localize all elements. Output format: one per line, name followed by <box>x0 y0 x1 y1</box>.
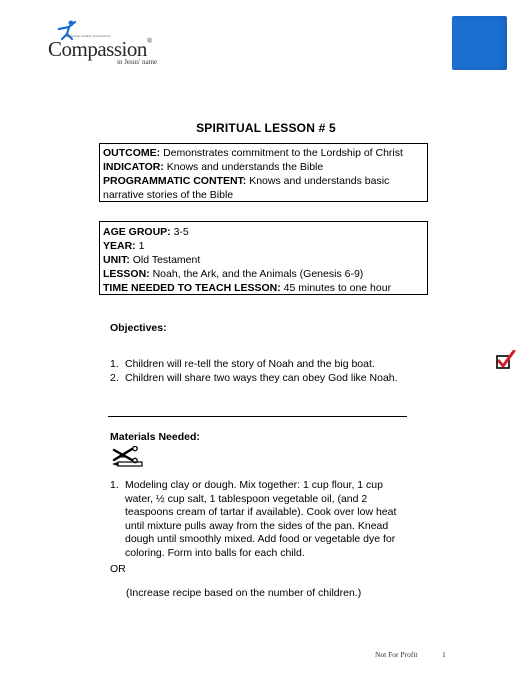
footer-text: Not For Profit <box>375 650 418 659</box>
materials-heading: Materials Needed: <box>110 431 200 443</box>
age-group-line: AGE GROUP: 3-5 <box>103 226 189 238</box>
blue-corner-block <box>452 16 507 70</box>
outcome-box <box>99 143 428 202</box>
time-line: TIME NEEDED TO TEACH LESSON: 45 minutes to one hour <box>103 282 392 294</box>
list-item: 2. Children will share two ways they can obey God like Noah. <box>110 372 398 384</box>
list-item-number: 1. <box>110 479 119 491</box>
logo-tagline: Releasing children from poverty <box>66 34 111 38</box>
list-item: 1. Children will re-tell the story of Noah and the big boat. <box>110 358 375 370</box>
list-item: Modeling clay or dough. Mix together: 1 cup flour, 1 cup water, ½ cup salt, 1 tablespoon vegetable oil, (and 2 teaspoons cream of tartar if available). Cook over low heat until mixture pulls away from the sides of the pan. Knead dough until smoothly mixed. Add food or vegetable dye for coloring. Form into balls for each child. <box>125 479 397 559</box>
checkbox-check-icon <box>496 350 516 375</box>
content-line: PROGRAMMATIC CONTENT: Knows and understands basic narrative stories of the Bible <box>103 175 390 201</box>
page-number: 1 <box>442 650 446 659</box>
indicator-line: INDICATOR: Knows and understands the Bible <box>103 161 324 173</box>
outcome-line: OUTCOME: Demonstrates commitment to the Lordship of Christ <box>103 147 403 159</box>
lesson-info-box <box>99 221 428 295</box>
logo-brand: Compassion® <box>48 37 152 61</box>
page-title: SPIRITUAL LESSON # 5 <box>196 121 336 135</box>
lesson-line: LESSON: Noah, the Ark, and the Animals (Genesis 6-9) <box>103 268 364 280</box>
section-divider <box>108 416 407 417</box>
crayons-scissors-icon <box>110 446 144 473</box>
logo-subtitle: in Jesus' name <box>117 58 158 66</box>
unit-line: UNIT: Old Testament <box>103 254 201 266</box>
year-line: YEAR: 1 <box>103 240 145 252</box>
objectives-heading: Objectives: <box>110 322 167 334</box>
compassion-logo <box>44 20 164 70</box>
or-separator: OR <box>110 563 126 575</box>
recipe-note: (Increase recipe based on the number of children.) <box>126 587 362 599</box>
